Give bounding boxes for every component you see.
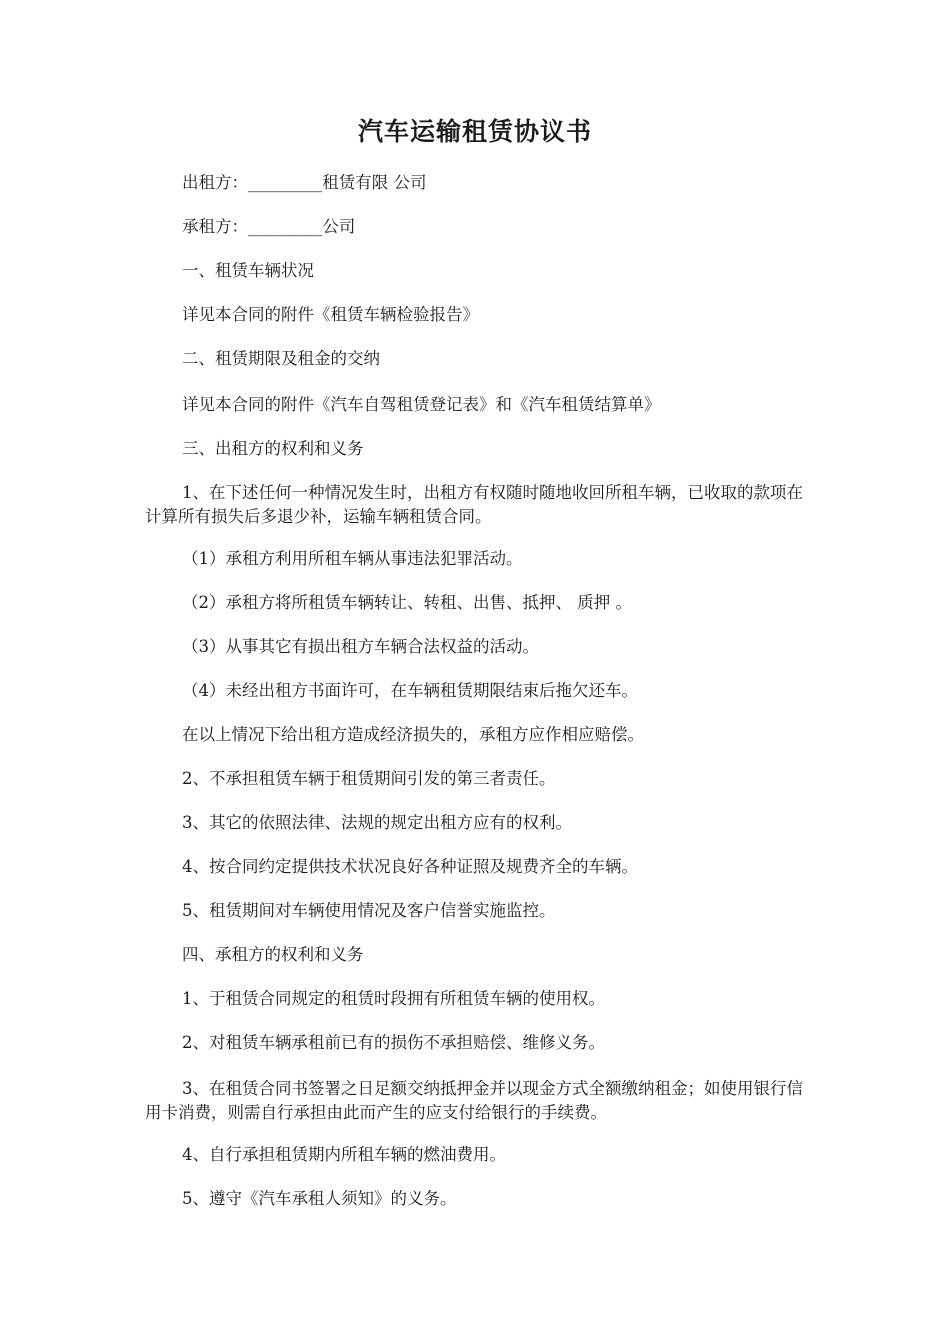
lessor-clause-4: 4、按合同约定提供技术状况良好各种证照及规费齐全的车辆。 [182, 857, 638, 876]
lessor-clause-1: 1、在下述任何一种情况发生时，出租方有权随时随地收回所租车辆，已收取的款项在计算所有损失后多退少补，运输车辆租赁合同。 [145, 483, 803, 526]
section-heading-1: 一、租赁车辆状况 [182, 261, 314, 280]
section-heading-4: 四、承租方的权利和义务 [182, 945, 364, 964]
lessor-subclause-3: （3）从事其它有损出租方车辆合法权益的活动。 [182, 637, 539, 656]
lessor-clause-2: 2、不承担租赁车辆于租赁期间引发的第三者责任。 [182, 769, 556, 788]
lessee-line: 承租方：_________公司 [182, 217, 356, 236]
lessee-clause-4: 4、自行承担租赁期内所租车辆的燃油费用。 [182, 1145, 506, 1164]
section-heading-2: 二、租赁期限及租金的交纳 [182, 349, 380, 368]
lessee-clause-3: 3、在租赁合同书签署之日足额交纳抵押金并以现金方式全额缴纳租金；如使用银行信用卡消费，则需自行承担由此而产生的应支付给银行的手续费。 [145, 1079, 803, 1122]
lessor-subclause-2: （2）承租方将所租赁车辆转让、转租、出售、抵押、 质押 。 [182, 593, 632, 612]
lessor-subclause-1: （1）承租方利用所租车辆从事违法犯罪活动。 [182, 549, 523, 568]
document-title: 汽车运输租赁协议书 [357, 117, 592, 146]
section-text-2: 详见本合同的附件《汽车自驾租赁登记表》和《汽车租赁结算单》 [182, 395, 661, 414]
lessee-clause-5: 5、遵守《汽车承租人须知》的义务。 [182, 1189, 457, 1208]
lessor-clause-3: 3、其它的依照法律、法规的规定出租方应有的权利。 [182, 813, 572, 832]
section-heading-3: 三、出租方的权利和义务 [182, 439, 364, 458]
lessor-subclause-4: （4）未经出租方书面许可，在车辆租赁期限结束后拖欠还车。 [182, 681, 638, 700]
section-text-1: 详见本合同的附件《租赁车辆检验报告》 [182, 305, 479, 324]
lessor-clause-5: 5、租赁期间对车辆使用情况及客户信誉实施监控。 [182, 901, 556, 920]
lessor-line: 出租方：_________租赁有限 公司 [182, 173, 427, 192]
lessee-clause-2: 2、对租赁车辆承租前已有的损伤不承担赔偿、维修义务。 [182, 1033, 605, 1052]
lessee-clause-1: 1、于租赁合同规定的租赁时段拥有所租赁车辆的使用权。 [182, 989, 605, 1008]
compensation-note: 在以上情况下给出租方造成经济损失的，承租方应作相应赔偿。 [182, 725, 644, 744]
